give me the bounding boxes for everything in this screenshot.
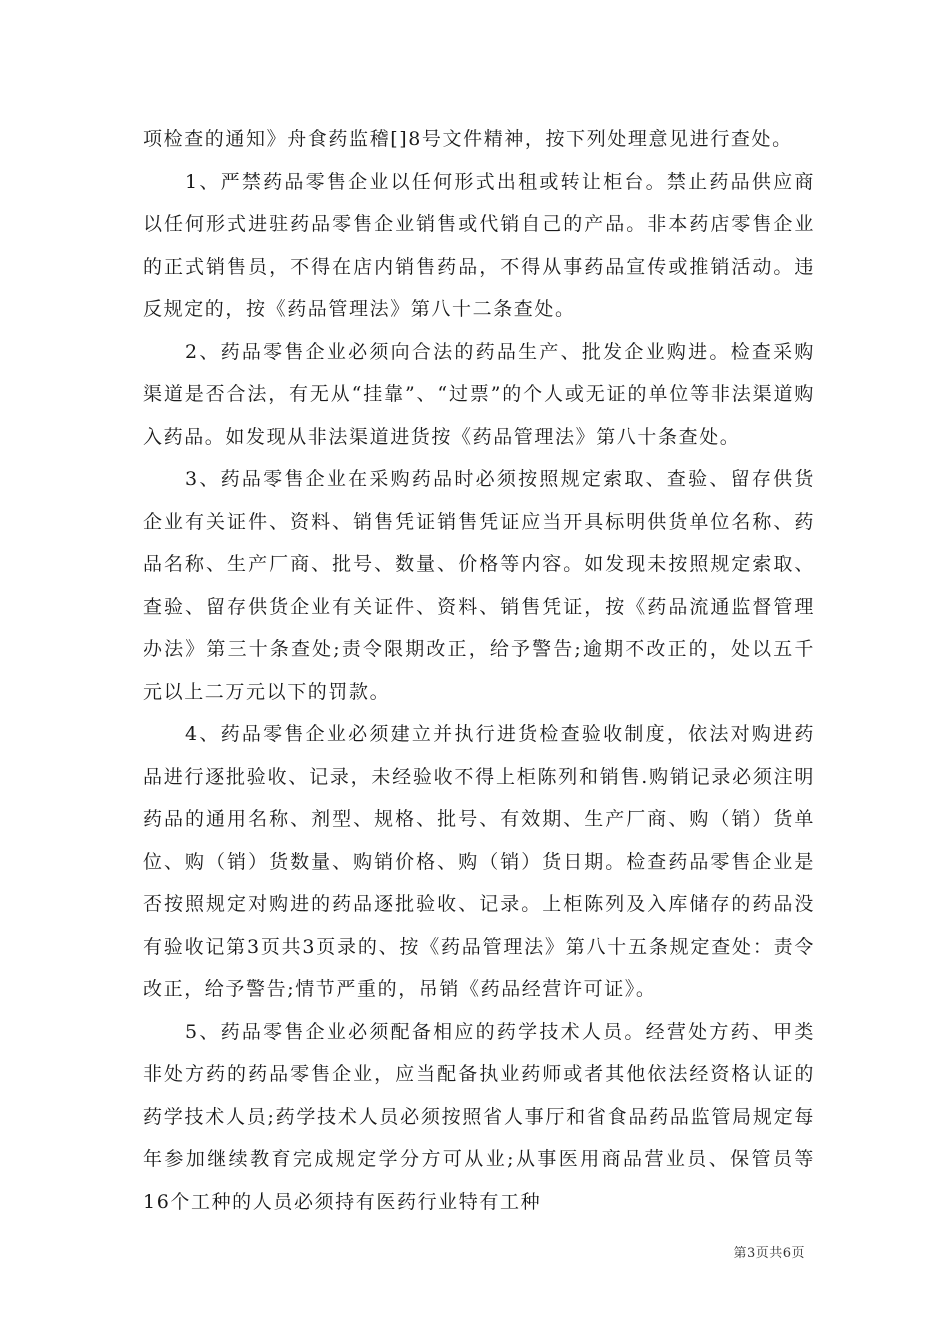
paragraph-1: 1、严禁药品零售企业以任何形式出租或转让柜台。禁止药品供应商以任何形式进驻药品零售企业销售或代销自己的产品。非本药店零售企业的正式销售员，不得在店内销售药品，不得从事药品宣传或推销活动。违反规定的，按《药品管理法》第八十二条查处。: [143, 170, 815, 320]
paragraph-2: 2、药品零售企业必须向合法的药品生产、批发企业购进。检查采购渠道是否合法，有无从“挂靠”、“过票”的个人或无证的单位等非法渠道购入药品。如发现从非法渠道进货按《药品管理法》第八十条查处。: [143, 340, 815, 448]
paragraph-5: 5、药品零售企业必须配备相应的药学技术人员。经营处方药、甲类非处方药的药品零售企业，应当配备执业药师或者其他依法经资格认证的药学技术人员;药学技术人员必须按照省人事厅和省食品药品监管局规定每年参加继续教育完成规定学分方可从业;从事医用商品营业员、保管员等16个工种的人员必须持有医药行业特有工种: [143, 1020, 815, 1213]
paragraph-4: 4、药品零售企业必须建立并执行进货检查验收制度，依法对购进药品进行逐批验收、记录，未经验收不得上柜陈列和销售.购销记录必须注明药品的通用名称、剂型、规格、批号、有效期、生产厂商、购（销）货单位、购（销）货数量、购销价格、购（销）货日期。检查药品零售企业是否按照规定对购进的药品逐批验收、记录。上柜陈列及入库储存的药品没有验收记第3页共3页录的、按《药品管理法》第八十五条规定查处：责令改正，给予警告;情节严重的，吊销《药品经营许可证》。: [143, 723, 815, 1000]
page-number: 第3页共6页: [733, 1246, 805, 1261]
document-body: [143, 118, 815, 1223]
paragraph-0: 项检查的通知》舟食药监稽[]8号文件精神，按下列处理意见进行查处。: [143, 128, 793, 150]
paragraph-3: 3、药品零售企业在采购药品时必须按照规定索取、查验、留存供货企业有关证件、资料、销售凭证销售凭证应当开具标明供货单位名称、药品名称、生产厂商、批号、数量、价格等内容。如发现未按照规定索取、查验、留存供货企业有关证件、资料、销售凭证，按《药品流通监督管理办法》第三十条查处;责令限期改正，给予警告;逾期不改正的，处以五千元以上二万元以下的罚款。: [143, 468, 815, 703]
